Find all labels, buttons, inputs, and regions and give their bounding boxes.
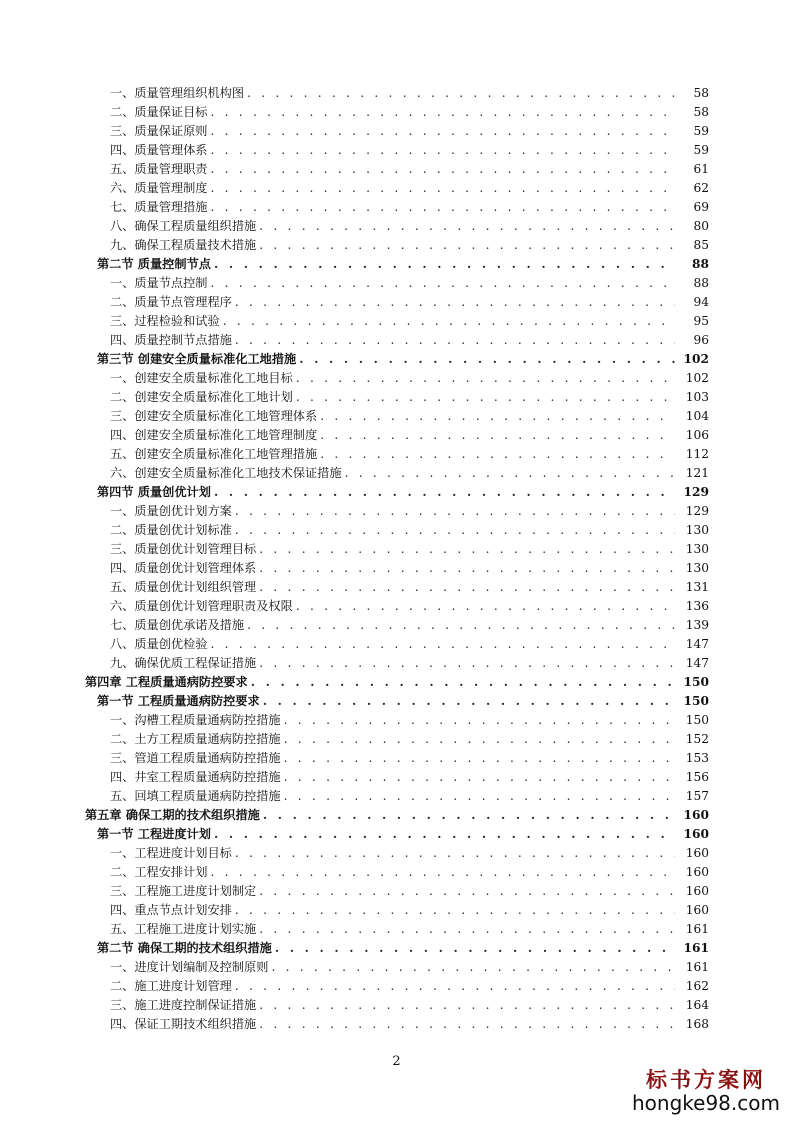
dot-leader — [296, 388, 675, 407]
toc-entry-title: 四、创建安全质量标准化工地管理制度 — [110, 428, 318, 442]
toc-entry[interactable] — [0, 787, 793, 806]
dot-leader — [211, 635, 676, 654]
toc-entry-page: 88 — [693, 276, 709, 290]
toc-entry-page: 160 — [685, 903, 709, 917]
toc-entry[interactable] — [0, 597, 793, 616]
dot-leader — [320, 426, 675, 445]
toc-entry-page: 102 — [685, 371, 709, 385]
toc-entry-page: 150 — [685, 713, 709, 727]
toc-entry[interactable] — [0, 122, 793, 141]
toc-entry-page: 129 — [685, 504, 709, 518]
dot-leader — [284, 768, 675, 787]
toc-entry-title: 九、确保优质工程保证措施 — [110, 656, 257, 670]
toc-entry[interactable] — [0, 388, 793, 407]
toc-entry[interactable] — [0, 1015, 793, 1034]
toc-entry-page: 160 — [683, 808, 709, 822]
toc-entry-page: 150 — [683, 675, 709, 689]
toc-entry[interactable] — [0, 464, 793, 483]
toc-entry[interactable] — [0, 711, 793, 730]
toc-entry-title: 四、重点节点计划安排 — [110, 903, 232, 917]
toc-entry-page: 161 — [685, 922, 709, 936]
toc-entry[interactable] — [0, 901, 793, 920]
toc-entry-page: 160 — [685, 846, 709, 860]
toc-entry-page: 94 — [693, 295, 709, 309]
toc-entry-title: 一、进度计划编制及控制原则 — [110, 960, 269, 974]
toc-entry-title: 一、创建安全质量标准化工地目标 — [110, 371, 293, 385]
page-number: 2 — [392, 1054, 401, 1069]
toc-entry-page: 129 — [683, 485, 709, 499]
toc-entry-page: 161 — [683, 941, 709, 955]
toc-entry[interactable] — [0, 635, 793, 654]
dot-leader — [235, 293, 675, 312]
watermark-url: hongke98.com — [632, 1091, 780, 1115]
toc-entry-title: 一、工程进度计划目标 — [110, 846, 232, 860]
dot-leader — [284, 787, 675, 806]
dot-leader — [345, 464, 675, 483]
toc-entry[interactable] — [0, 198, 793, 217]
toc-entry-title: 一、沟槽工程质量通病防控措施 — [110, 713, 281, 727]
toc-entry-title: 二、创建安全质量标准化工地计划 — [110, 390, 293, 404]
toc-entry-page: 106 — [685, 428, 709, 442]
toc-entry-title: 一、质量创优计划方案 — [110, 504, 232, 518]
toc-entry-title: 第一节 工程进度计划 — [97, 827, 211, 841]
dot-leader — [284, 730, 675, 749]
toc-entry-page: 62 — [693, 181, 709, 195]
toc-entry-title: 第四节 质量创优计划 — [97, 485, 211, 499]
toc-entry[interactable] — [0, 141, 793, 160]
toc-entry-title: 四、质量管理体系 — [110, 143, 208, 157]
toc-entry-page: 80 — [693, 219, 709, 233]
toc-entry-page: 131 — [685, 580, 709, 594]
dot-leader — [211, 160, 676, 179]
toc-entry-page: 160 — [685, 884, 709, 898]
dot-leader — [247, 616, 675, 635]
toc-entry-page: 168 — [685, 1017, 709, 1031]
toc-entry-page: 162 — [685, 979, 709, 993]
toc-entry-title: 七、质量管理措施 — [110, 200, 208, 214]
dot-leader — [263, 806, 675, 825]
toc-entry[interactable] — [0, 369, 793, 388]
dot-leader — [235, 331, 675, 350]
toc-entry-title: 七、质量创优承诺及措施 — [110, 618, 245, 632]
toc-entry-page: 88 — [692, 257, 709, 271]
toc-entry-title: 五、质量创优计划组织管理 — [110, 580, 257, 594]
toc-entry-title: 第五章 确保工期的技术组织措施 — [85, 808, 260, 822]
dot-leader — [259, 578, 675, 597]
toc-entry[interactable] — [0, 521, 793, 540]
toc-entry-title: 三、过程检验和试验 — [110, 314, 220, 328]
toc-entry-page: 96 — [693, 333, 709, 347]
toc-entry[interactable] — [0, 806, 793, 825]
dot-leader — [320, 407, 675, 426]
toc-entry-title: 六、创建安全质量标准化工地技术保证措施 — [110, 466, 342, 480]
dot-leader — [214, 483, 675, 502]
toc-entry-page: 130 — [685, 523, 709, 537]
toc-entry-title: 二、施工进度计划管理 — [110, 979, 232, 993]
toc-entry-page: 59 — [693, 124, 709, 138]
toc-entry-title: 第三节 创建安全质量标准化工地措施 — [97, 352, 297, 366]
dot-leader — [235, 977, 675, 996]
dot-leader — [259, 996, 675, 1015]
dot-leader — [235, 901, 675, 920]
toc-entry[interactable] — [0, 103, 793, 122]
dot-leader — [223, 312, 675, 331]
toc-entry-title: 二、质量节点管理程序 — [110, 295, 232, 309]
toc-entry[interactable] — [0, 426, 793, 445]
toc-entry[interactable] — [0, 540, 793, 559]
toc-entry[interactable] — [0, 730, 793, 749]
dot-leader — [296, 597, 675, 616]
toc-entry[interactable] — [0, 673, 793, 692]
dot-leader — [259, 217, 675, 236]
dot-leader — [259, 1015, 675, 1034]
toc-entry-page: 157 — [685, 789, 709, 803]
toc-entry-title: 二、质量保证目标 — [110, 105, 208, 119]
dot-leader — [211, 198, 676, 217]
toc-entry-title: 三、管道工程质量通病防控措施 — [110, 751, 281, 765]
toc-entry-title: 八、确保工程质量组织措施 — [110, 219, 257, 233]
dot-leader — [320, 445, 675, 464]
toc-entry-title: 三、工程施工进度计划制定 — [110, 884, 257, 898]
toc-entry-title: 第一节 工程质量通病防控要求 — [97, 694, 260, 708]
dot-leader — [259, 559, 675, 578]
toc-entry-title: 九、确保工程质量技术措施 — [110, 238, 257, 252]
toc-entry[interactable] — [0, 977, 793, 996]
toc-entry-page: 156 — [685, 770, 709, 784]
dot-leader — [211, 863, 676, 882]
toc-entry[interactable] — [0, 179, 793, 198]
toc-entry-title: 六、质量管理制度 — [110, 181, 208, 195]
toc-entry-page: 85 — [693, 238, 709, 252]
dot-leader — [296, 369, 675, 388]
toc-entry[interactable] — [0, 996, 793, 1015]
dot-leader — [247, 84, 675, 103]
toc-entry-title: 一、质量管理组织机构图 — [110, 86, 245, 100]
toc-entry-page: 161 — [685, 960, 709, 974]
toc-entry-page: 150 — [683, 694, 709, 708]
dot-leader — [235, 502, 675, 521]
dot-leader — [275, 939, 675, 958]
toc-entry-title: 四、保证工期技术组织措施 — [110, 1017, 257, 1031]
toc-entry-title: 二、质量创优计划标准 — [110, 523, 232, 537]
toc-entry[interactable] — [0, 331, 793, 350]
toc-entry[interactable] — [0, 255, 793, 274]
dot-leader — [211, 141, 676, 160]
toc-entry-page: 130 — [685, 542, 709, 556]
toc-entry-title: 二、土方工程质量通病防控措施 — [110, 732, 281, 746]
toc-entry[interactable] — [0, 616, 793, 635]
dot-leader — [235, 521, 675, 540]
toc-entry[interactable] — [0, 350, 793, 369]
dot-leader — [259, 920, 675, 939]
toc-entry-page: 112 — [685, 447, 709, 461]
watermark-name: 标书方案网 — [646, 1067, 766, 1092]
toc-entry-title: 第二节 确保工期的技术组织措施 — [97, 941, 272, 955]
toc-entry[interactable] — [0, 312, 793, 331]
toc-entry-title: 三、施工进度控制保证措施 — [110, 998, 257, 1012]
dot-leader — [211, 103, 676, 122]
toc-entry[interactable] — [0, 84, 793, 103]
toc-entry-title: 四、井室工程质量通病防控措施 — [110, 770, 281, 784]
toc-entry-page: 160 — [683, 827, 709, 841]
toc-entry-title: 三、质量创优计划管理目标 — [110, 542, 257, 556]
toc-entry-page: 104 — [685, 409, 709, 423]
dot-leader — [284, 749, 675, 768]
dot-leader — [251, 673, 675, 692]
toc-entry-title: 一、质量节点控制 — [110, 276, 208, 290]
dot-leader — [259, 882, 675, 901]
toc-entry[interactable] — [0, 407, 793, 426]
toc-entry[interactable] — [0, 578, 793, 597]
dot-leader — [263, 692, 675, 711]
toc-entry-page: 152 — [685, 732, 709, 746]
toc-entry[interactable] — [0, 844, 793, 863]
dot-leader — [211, 274, 676, 293]
toc-entry[interactable] — [0, 863, 793, 882]
toc-entry-title: 二、工程安排计划 — [110, 865, 208, 879]
toc-entry-title: 六、质量创优计划管理职责及权限 — [110, 599, 293, 613]
toc-entry[interactable] — [0, 654, 793, 673]
toc-entry-title: 八、质量创优检验 — [110, 637, 208, 651]
toc-entry-page: 58 — [693, 105, 709, 119]
dot-leader — [211, 122, 676, 141]
toc-entry-page: 95 — [693, 314, 709, 328]
toc-entry-title: 第二节 质量控制节点 — [97, 257, 211, 271]
dot-leader — [214, 255, 675, 274]
toc-entry-page: 164 — [685, 998, 709, 1012]
dot-leader — [271, 958, 675, 977]
toc-entry-page: 103 — [685, 390, 709, 404]
toc-entry[interactable] — [0, 939, 793, 958]
toc-entry-title: 三、创建安全质量标准化工地管理体系 — [110, 409, 318, 423]
toc-entry-title: 五、创建安全质量标准化工地管理措施 — [110, 447, 318, 461]
toc-entry-page: 69 — [693, 200, 709, 214]
toc-entry-page: 130 — [685, 561, 709, 575]
toc-entry-page: 153 — [685, 751, 709, 765]
toc-entry[interactable] — [0, 236, 793, 255]
dot-leader — [211, 179, 676, 198]
toc-entry-title: 五、质量管理职责 — [110, 162, 208, 176]
toc-entry[interactable] — [0, 559, 793, 578]
dot-leader — [299, 350, 675, 369]
toc-entry-title: 第四章 工程质量通病防控要求 — [85, 675, 248, 689]
toc-entry[interactable] — [0, 445, 793, 464]
dot-leader — [214, 825, 675, 844]
toc-entry-page: 136 — [685, 599, 709, 613]
toc-entry-page: 59 — [693, 143, 709, 157]
toc-entry-title: 五、回填工程质量通病防控措施 — [110, 789, 281, 803]
toc-entry-page: 147 — [685, 637, 709, 651]
toc-entry[interactable] — [0, 749, 793, 768]
toc-entry[interactable] — [0, 483, 793, 502]
toc-entry-page: 121 — [685, 466, 709, 480]
toc-entry[interactable] — [0, 217, 793, 236]
toc-entry[interactable] — [0, 920, 793, 939]
toc-entry-title: 五、工程施工进度计划实施 — [110, 922, 257, 936]
toc-entry-page: 58 — [693, 86, 709, 100]
toc-entry[interactable] — [0, 160, 793, 179]
toc-entry-page: 102 — [683, 352, 709, 366]
dot-leader — [259, 540, 675, 559]
dot-leader — [235, 844, 675, 863]
toc-entry-page: 147 — [685, 656, 709, 670]
toc-entry[interactable] — [0, 293, 793, 312]
table-of-contents — [0, 84, 793, 1034]
toc-entry[interactable] — [0, 692, 793, 711]
dot-leader — [259, 654, 675, 673]
toc-entry-title: 四、质量控制节点措施 — [110, 333, 232, 347]
dot-leader — [259, 236, 675, 255]
toc-entry[interactable] — [0, 502, 793, 521]
toc-entry[interactable] — [0, 768, 793, 787]
toc-entry-page: 139 — [685, 618, 709, 632]
toc-entry-page: 61 — [693, 162, 709, 176]
toc-entry[interactable] — [0, 825, 793, 844]
toc-entry-title: 四、质量创优计划管理体系 — [110, 561, 257, 575]
watermark-logo — [631, 1068, 781, 1114]
toc-entry[interactable] — [0, 274, 793, 293]
toc-entry[interactable] — [0, 958, 793, 977]
toc-entry-title: 三、质量保证原则 — [110, 124, 208, 138]
dot-leader — [284, 711, 675, 730]
toc-entry-page: 160 — [685, 865, 709, 879]
toc-entry[interactable] — [0, 882, 793, 901]
